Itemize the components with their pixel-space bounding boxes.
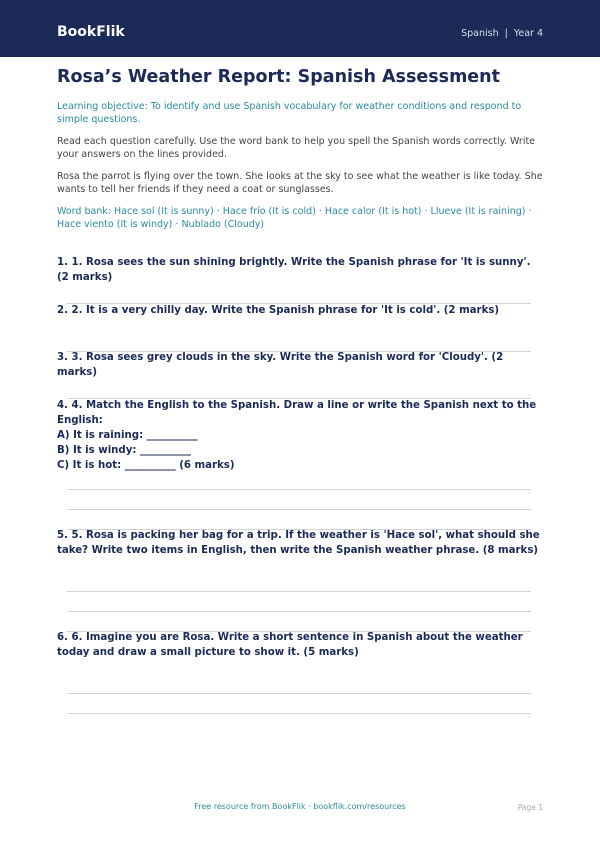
intro-section [57, 66, 543, 231]
subject-label: Spanish [461, 28, 499, 39]
page-number: Page 1 [517, 803, 543, 812]
instructions-text: Read each question carefully. Use the word bank to help you spell the Spanish words correctly. Write your answers on the lines provided. [57, 136, 536, 160]
header-bar [0, 0, 600, 57]
header-meta [461, 28, 543, 39]
learning-objective: Learning objective: To identify and use Spanish vocabulary for weather conditions and respond to simple questions. [57, 101, 522, 125]
question-4-prompt: 4. 4. Match the English to the Spanish. Draw a line or write the Spanish next to the English: [57, 400, 537, 426]
answer-line-6a[interactable] [67, 693, 531, 694]
question-3: 3. 3. Rosa sees grey clouds in the sky. Write the Spanish word for 'Cloudy'. (2 marks) [57, 352, 504, 378]
answer-line-6b[interactable] [67, 713, 531, 714]
question-4-item-b: B) It is windy: __________ [57, 445, 191, 456]
question-4-item-a: A) It is raining: __________ [57, 430, 198, 441]
answer-line-4a[interactable] [67, 489, 531, 490]
question-5: 5. 5. Rosa is packing her bag for a trip. If the weather is 'Hace sol', what should she take? Write two items in English, then write the Spanish weather phrase. (8 marks) [57, 530, 540, 556]
question-1: 1. 1. Rosa sees the sun shining brightly. Write the Spanish phrase for 'It is sunny'. (2 marks) [57, 257, 531, 283]
brand-logo-text: BookFlik [57, 24, 125, 40]
question-6: 6. 6. Imagine you are Rosa. Write a short sentence in Spanish about the weather today and draw a small picture to show it. (5 marks) [57, 632, 523, 658]
question-4-item-c: C) It is hot: __________ (6 marks) [57, 460, 235, 471]
page-title: Rosa’s Weather Report: Spanish Assessment [57, 67, 501, 87]
answer-line-5a[interactable] [67, 591, 531, 592]
question-2: 2. 2. It is a very chilly day. Write the Spanish phrase for 'It is cold'. (2 marks) [57, 305, 500, 316]
story-text: Rosa the parrot is flying over the town. She looks at the sky to see what the weather is like today. She wants to tell her friends if they need a coat or sunglasses. [57, 171, 543, 195]
year-label: Year 4 [513, 28, 543, 39]
answer-line-5b[interactable] [67, 611, 531, 612]
footer-link[interactable]: Free resource from BookFlik · bookflik.com/resources [194, 802, 406, 811]
question-4 [57, 398, 543, 473]
word-bank: Word bank: Hace sol (It is sunny) · Hace frío (It is cold) · Hace calor (It is hot) · Llueve (It is raining) · Hace viento (It is windy) · Nublado (Cloudy) [57, 206, 532, 230]
answer-line-4b[interactable] [67, 509, 531, 510]
meta-separator: | [504, 28, 508, 39]
